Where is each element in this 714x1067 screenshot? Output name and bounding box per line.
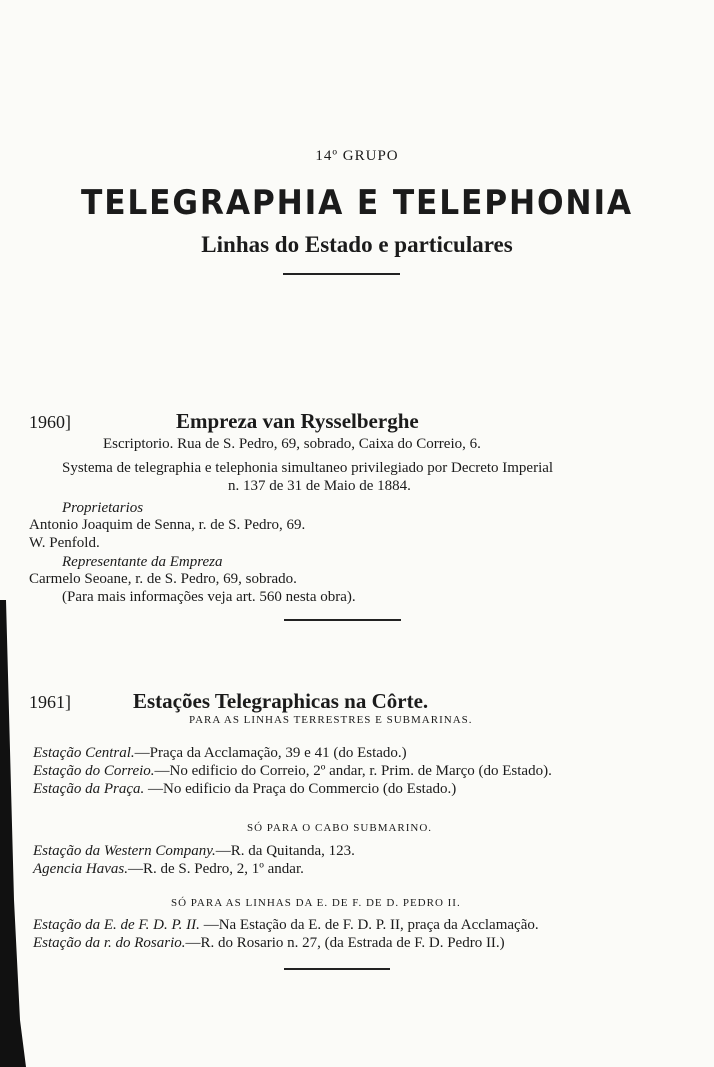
entry-number: 1961] [29, 692, 71, 712]
divider [283, 273, 400, 275]
station-row [33, 917, 539, 934]
station-name: Estação da E. de F. D. P. II. [33, 917, 200, 933]
section-subheading: SÓ PARA AS LINHAS DA E. DE F. DE D. PEDRO II. [171, 897, 461, 909]
station-name: Estação da Western Company. [33, 843, 216, 859]
entry-heading: Estações Telegraphicas na Côrte. [133, 689, 429, 713]
page-subtitle: Linhas do Estado e particulares [201, 232, 513, 257]
station-address: —R. da Quitanda, 123. [215, 843, 355, 859]
owners-label: Proprietarios [62, 500, 144, 516]
section-subheading: PARA AS LINHAS TERRESTRES E SUBMARINAS. [189, 714, 473, 726]
group-label: 14º GRUPO [315, 148, 399, 164]
station-row [33, 843, 355, 860]
station-address: —R. de S. Pedro, 2, 1º andar. [127, 861, 304, 877]
representative: Carmelo Seoane, r. de S. Pedro, 69, sobrado. [29, 571, 297, 587]
office-address: Escriptorio. Rua de S. Pedro, 69, sobrado, Caixa do Correio, 6. [103, 436, 481, 452]
reference-note: (Para mais informações veja art. 560 nesta obra). [62, 589, 356, 605]
entry-heading: Empreza van Rysselberghe [176, 409, 419, 433]
owner-2: W. Penfold. [29, 535, 100, 551]
entry-number: 1960] [29, 412, 71, 432]
station-address: —R. do Rosario n. 27, (da Estrada de F. D. Pedro II.) [185, 935, 505, 951]
station-address: —Praça da Acclamação, 39 e 41 (do Estado.) [134, 745, 407, 761]
section-subheading: SÓ PARA O CABO SUBMARINO. [247, 822, 433, 834]
station-row [33, 763, 552, 780]
station-row [33, 935, 505, 952]
station-name: Estação da r. do Rosario. [33, 935, 186, 951]
station-row [33, 861, 304, 878]
system-description: Systema de telegraphia e telephonia simultaneo privilegiado por Decreto Imperial [62, 460, 554, 476]
page-binding-shadow [0, 600, 26, 1067]
station-name: Agencia Havas. [33, 861, 128, 877]
page-title: TELEGRAPHIA E TELEPHONIA [81, 183, 633, 223]
station-row [33, 781, 456, 798]
station-row [33, 745, 407, 762]
station-address: —No edificio da Praça do Commercio (do Estado.) [144, 781, 457, 797]
station-address: —Na Estação da E. de F. D. P. II, praça da Acclamação. [199, 917, 539, 933]
representative-label: Representante da Empreza [62, 554, 223, 570]
station-name: Estação do Correio. [33, 763, 155, 779]
divider [284, 619, 401, 621]
station-address: —No edificio do Correio, 2º andar, r. Prim. de Março (do Estado). [154, 763, 552, 779]
divider [284, 968, 390, 970]
system-description-cont: n. 137 de 31 de Maio de 1884. [228, 478, 411, 494]
owner-1: Antonio Joaquim de Senna, r. de S. Pedro, 69. [29, 517, 306, 533]
station-name: Estação Central. [33, 745, 135, 761]
station-name: Estação da Praça. [33, 781, 145, 797]
